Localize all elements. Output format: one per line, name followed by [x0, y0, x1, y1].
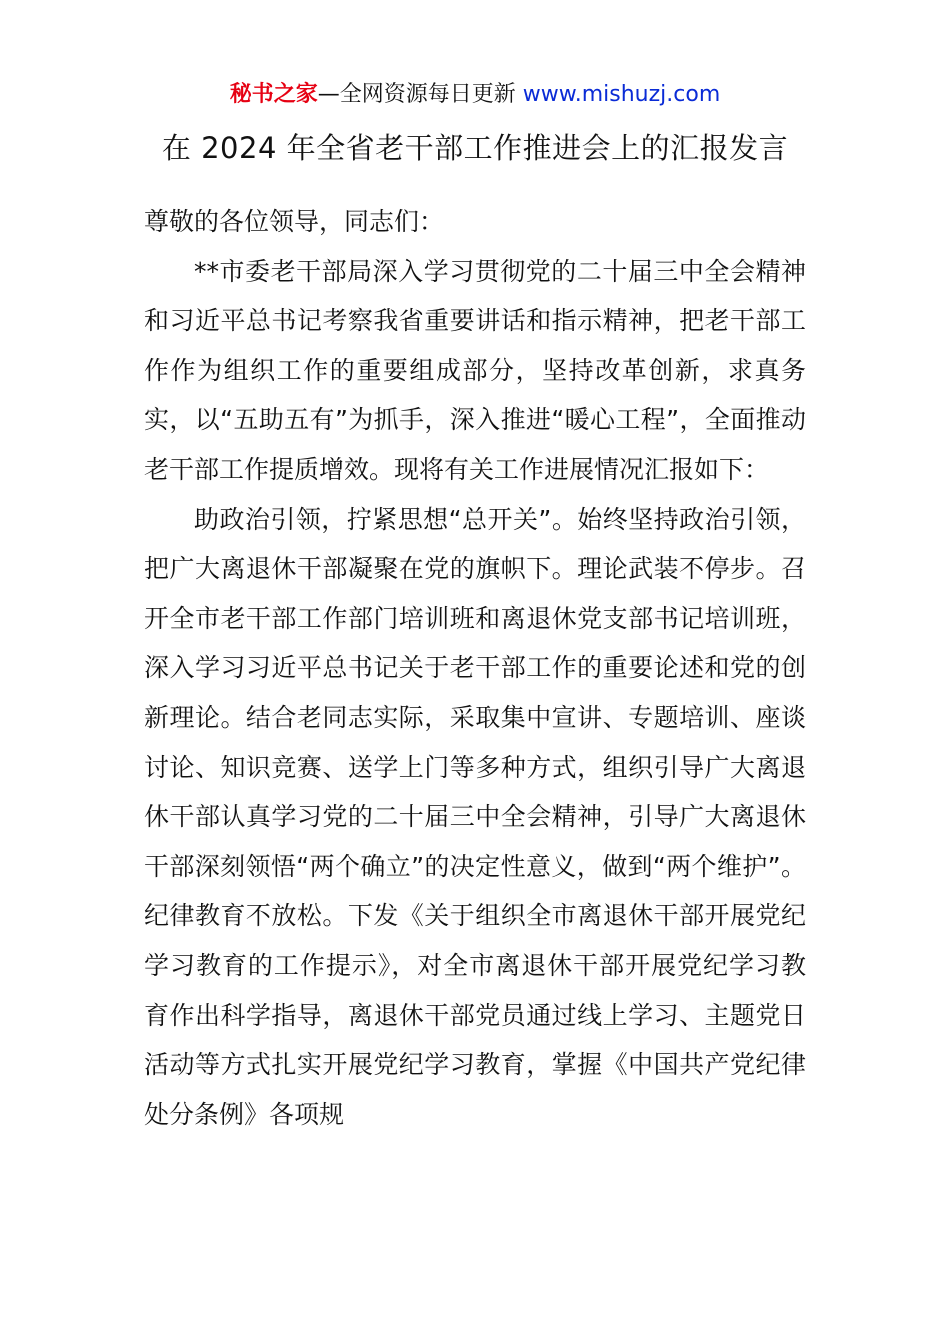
site-url-link[interactable]: www.mishuzj.com — [522, 82, 721, 107]
document-title: 在 2024 年全省老干部工作推进会上的汇报发言 — [161, 131, 789, 165]
paragraph-political-guidance: 助政治引领，拧紧思想“总开关”。始终坚持政治引领，把广大离退休干部凝聚在党的旗帜下。理论武装不停步。召开全市老干部工作部门培训班和离退休党支部书记培训班，深入学习习近平总书记关于老干部工作的重要论述和党的创新理论。结合老同志实际，采取集中宣讲、专题培训、座谈讨论、知识竞赛、送学上门等多种方式，组织引导广大离退休干部认真学习党的二十届三中全会精神，引导广大离退休干部深刻领悟“两个确立”的决定性意义，做到“两个维护”。纪律教育不放松。下发《关于组织全市离退休干部开展党纪学习教育的工作提示》，对全市离退休干部开展党纪学习教育作出科学指导，离退休干部党员通过线上学习、主题党日活动等方式扎实开展党纪学习教育，掌握《中国共产党纪律处分条例》各项规 — [144, 504, 806, 1129]
site-brand: 秘书之家 — [229, 82, 318, 107]
paragraph-intro: **市委老干部局深入学习贯彻党的二十届三中全会精神和习近平总书记考察我省重要讲话和指示精神，把老干部工作作为组织工作的重要组成部分，坚持改革创新，求真务实，以“五助五有”为抓手，深入推进“暖心工程”，全面推动老干部工作提质增效。现将有关工作进展情况汇报如下： — [144, 256, 806, 484]
site-header — [0, 78, 950, 112]
document-body — [144, 197, 806, 1139]
salutation: 尊敬的各位领导，同志们： — [144, 207, 445, 236]
site-tagline: —全网资源每日更新 — [317, 82, 523, 107]
